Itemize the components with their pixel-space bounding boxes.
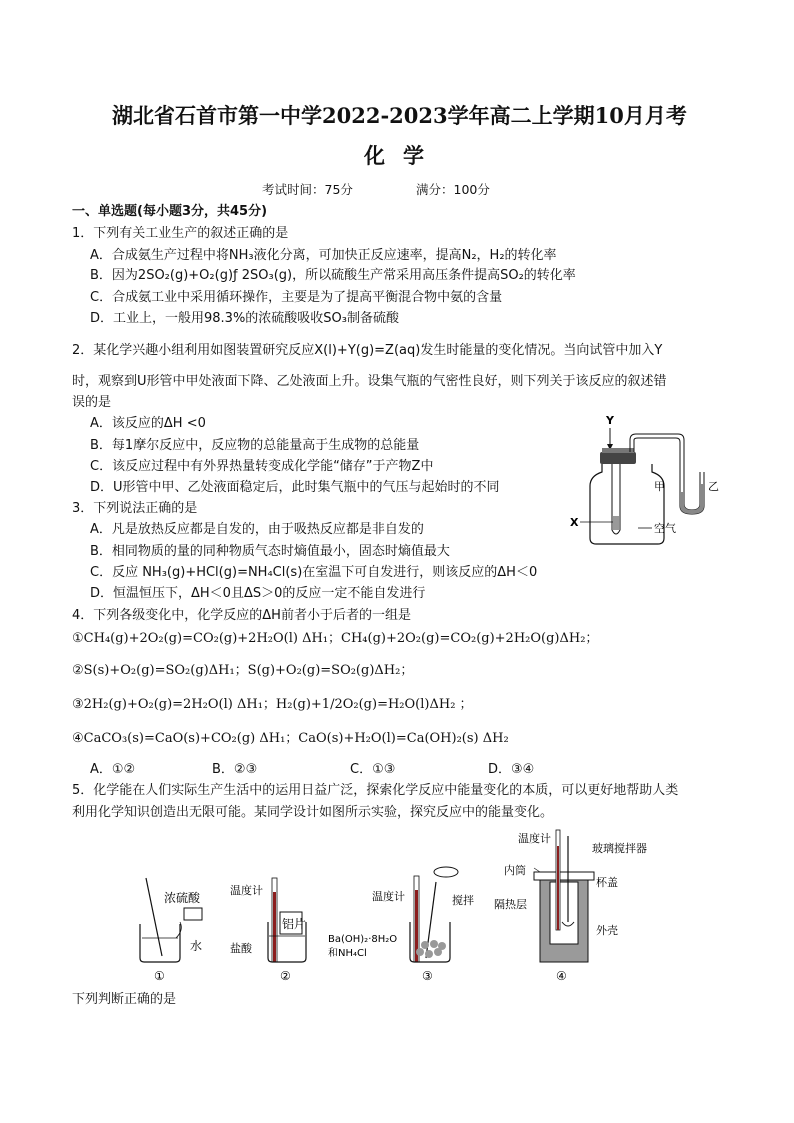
q3-option-c: C．反应 NH₃(g)+HCl(g)=NH₄Cl(s)在室温下可自发进行，则该反应的ΔH＜0 [90, 565, 538, 580]
q2-fig-label-yi: 乙 [708, 480, 719, 493]
q4-equation-2: ②S(s)+O₂(g)=SO₂(g)ΔH₁；S(g)+O₂(g)=SO₂(g)ΔH₂； [72, 663, 414, 678]
q5-figure-3 [328, 867, 474, 983]
q3-option-d: D．恒温恒压下，ΔH＜0且ΔS＞0的反应一定不能自发进行 [90, 586, 426, 601]
q2-stem-line3: 误的是 [72, 395, 112, 410]
q5-fig2-label-thermometer: 温度计 [230, 884, 263, 897]
q5-fig4-label-thermometer: 温度计 [518, 832, 551, 845]
q4-option-a: A．①② [90, 762, 136, 777]
q5-fig2-number: ② [280, 969, 291, 983]
q5-fig3-number: ③ [422, 969, 433, 983]
q5-fig1-label-water: 水 [190, 939, 203, 953]
q1-option-c: C．合成氨工业中采用循环操作，主要是为了提高平衡混合物中氨的含量 [90, 290, 503, 305]
q2-fig-label-jia: 甲 [654, 480, 665, 493]
q5-fig4-label-shell: 外壳 [596, 924, 618, 937]
q5-stem-line2: 利用化学知识创造出无限可能。某同学设计如图所示实验，探究反应中的能量变化。 [72, 805, 554, 820]
q2-option-c: C．该反应过程中有外界热量转变成化学能“储存”于产物Z中 [90, 459, 434, 474]
q5-fig2-label-al: 铝片 [282, 917, 307, 931]
full-score: 满分：100分 [416, 182, 490, 197]
q1-option-b: B．因为2SO₂(g)+O₂(g)ƒ 2SO₃(g)，所以硫酸生产常采用高压条件提高SO₂的转化率 [90, 268, 576, 283]
q2-stem-line2: 时，观察到U形管中甲处液面下降、乙处液面上升。设集气瓶的气密性良好，则下列关于该反应的叙述错 [72, 374, 667, 389]
q5-fig4-label-inner: 内筒 [504, 864, 526, 877]
q2-fig-label-x: X [570, 516, 579, 529]
q5-fig2-label-hcl: 盐酸 [230, 942, 252, 955]
q4-equation-3: ③2H₂(g)+O₂(g)=2H₂O(l) ΔH₁；H₂(g)+1/2O₂(g)=H₂O(l)ΔH₂ ； [72, 697, 473, 712]
q2-option-b: B．每1摩尔反应中，反应物的总能量高于生成物的总能量 [90, 438, 420, 453]
q5-fig3-label-stir: 搅拌 [452, 894, 474, 907]
q4-equation-4: ④CaCO₃(s)=CaO(s)+CO₂(g) ΔH₁；CaO(s)+H₂O(l)=Ca(OH)₂(s) ΔH₂ [72, 731, 509, 746]
q2-option-d: D．U形管中甲、乙处液面稳定后，此时集气瓶中的气压与起始时的不同 [90, 480, 500, 495]
q4-equation-1: ①CH₄(g)+2O₂(g)=CO₂(g)+2H₂O(l) ΔH₁；CH₄(g)+2O₂(g)=CO₂(g)+2H₂O(g)ΔH₂； [72, 631, 599, 646]
q3-stem: 3．下列说法正确的是 [72, 501, 198, 516]
q5-fig4-label-insulation: 隔热层 [494, 898, 527, 911]
subject-title: 化学 [364, 143, 442, 168]
q5-fig3-label-nh4cl: 和NH₄Cl [328, 948, 367, 959]
section-heading: 一、单选题(每小题3分，共45分) [72, 204, 268, 219]
q2-option-a: A．该反应的ΔH <0 [90, 416, 206, 431]
q3-option-b: B．相同物质的量的同种物质气态时熵值最小，固态时熵值最大 [90, 544, 450, 559]
q4-option-b: B．②③ [212, 762, 258, 777]
q5-stem-line1: 5．化学能在人们实际生产生活中的运用日益广泛，探索化学反应中能量变化的本质，可以更好地帮助人类 [72, 783, 679, 798]
q2-fig-label-air: 空气 [654, 522, 676, 535]
q5-fig3-label-thermometer: 温度计 [372, 890, 405, 903]
q2-fig-label-y: Y [606, 414, 614, 427]
q5-fig3-label-baoh: Ba(OH)₂·8H₂O [328, 934, 398, 945]
q1-option-a: A．合成氨生产过程中将NH₃液化分离，可加快正反应速率，提高N₂，H₂的转化率 [90, 248, 557, 263]
q5-fig4-number: ④ [556, 969, 567, 983]
q4-option-c: C．①③ [350, 762, 396, 777]
q5-fig4-label-stirrer: 玻璃搅拌器 [592, 842, 647, 855]
q5-experiment-figures [120, 826, 680, 986]
document-title: 湖北省石首市第一中学2022-2023学年高二上学期10月月考 [112, 103, 687, 128]
q1-option-d: D．工业上，一般用98.3%的浓硫酸吸收SO₃制备硫酸 [90, 311, 400, 326]
q1-stem: 1．下列有关工业生产的叙述正确的是 [72, 226, 289, 241]
q5-fig1-number: ① [154, 969, 165, 983]
q2-apparatus-figure [560, 410, 730, 550]
q3-option-a: A．凡是放热反应都是自发的，由于吸热反应都是非自发的 [90, 522, 424, 537]
q4-option-d: D．③④ [488, 762, 535, 777]
q5-figure-4 [494, 830, 647, 983]
q5-figure-1 [140, 878, 202, 983]
exam-time: 考试时间：75分 [262, 182, 353, 197]
q5-fig4-label-lid: 杯盖 [596, 876, 618, 889]
q5-fig1-label-acid: 浓硫酸 [164, 891, 201, 905]
q2-stem-line1: 2．某化学兴趣小组利用如图装置研究反应X(l)+Y(g)=Z(aq)发生时能量的变化情况。当向试管中加入Y [72, 343, 663, 358]
q5-figure-2 [230, 878, 306, 983]
q4-stem: 4．下列各级变化中，化学反应的ΔH前者小于后者的一组是 [72, 608, 411, 623]
q5-tail: 下列判断正确的是 [72, 992, 177, 1007]
